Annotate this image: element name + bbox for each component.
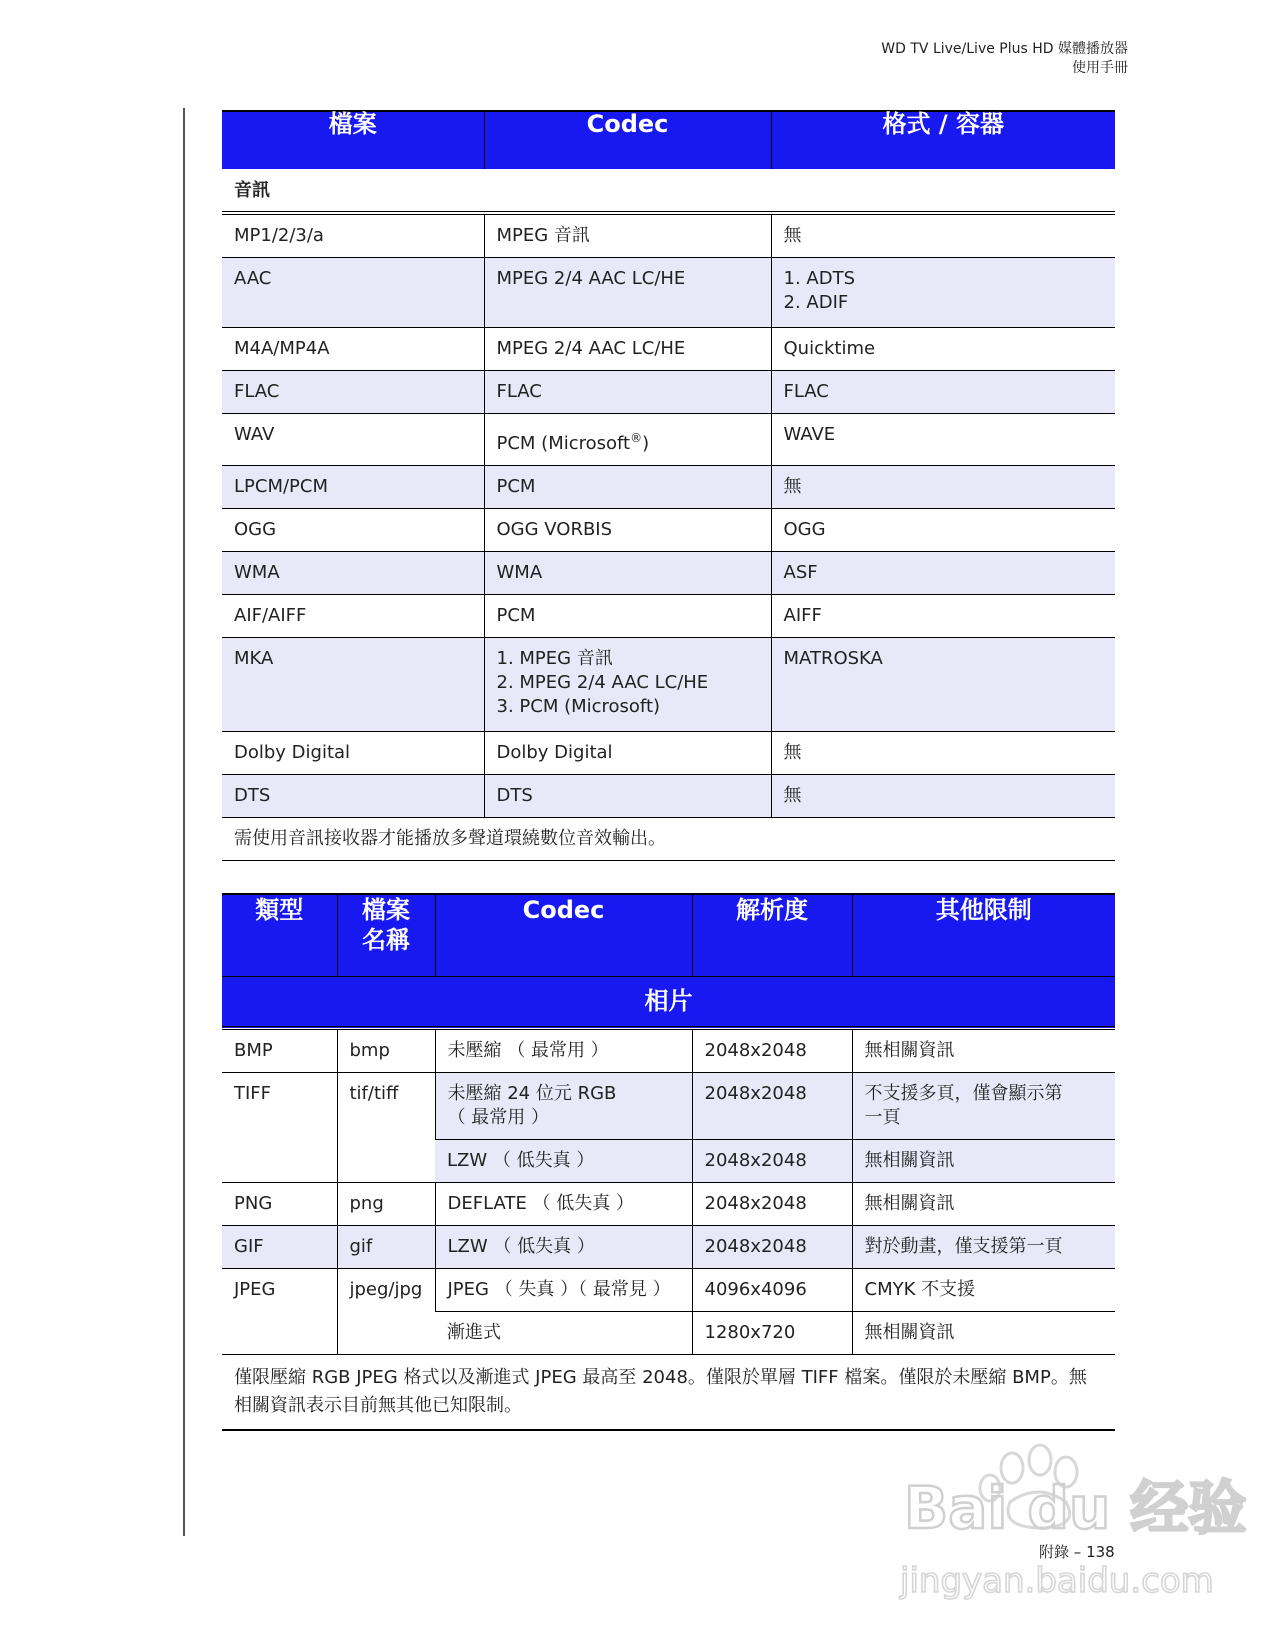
cell-limit: 不支援多頁，僅會顯示第 一頁: [852, 1073, 1115, 1140]
table-row: [222, 552, 1115, 595]
column-header-format: 格式 / 容器: [771, 111, 1115, 169]
cell-codec: PCM: [484, 466, 771, 509]
cell-extension: bmp: [337, 1028, 435, 1073]
cell-format: 無: [771, 213, 1115, 258]
cell-codec: LZW （ 低失真 ）: [435, 1140, 692, 1183]
photo-header-row: [222, 894, 1115, 976]
table-row: [222, 638, 1115, 732]
left-margin-rule: [183, 108, 185, 1536]
cell-codec: 未壓縮 24 位元 RGB （ 最常用 ）: [435, 1073, 692, 1140]
table-row: [222, 213, 1115, 258]
cell-file: WMA: [222, 552, 484, 595]
cell-codec: Dolby Digital: [484, 732, 771, 775]
cell-codec: 未壓縮 （ 最常用 ）: [435, 1028, 692, 1073]
column-header-type: 類型: [222, 894, 337, 976]
cell-codec: PCM (Microsoft®): [484, 414, 771, 466]
cell-resolution: 2048x2048: [692, 1183, 852, 1226]
photo-format-table: [222, 893, 1115, 1431]
audio-section-row: [222, 169, 1115, 213]
audio-format-table: [222, 110, 1115, 861]
cell-limit: CMYK 不支援: [852, 1269, 1115, 1312]
table-row: [222, 509, 1115, 552]
cell-type: BMP: [222, 1028, 337, 1073]
column-header-file: 檔案: [222, 111, 484, 169]
cell-format: MATROSKA: [771, 638, 1115, 732]
cell-codec: MPEG 2/4 AAC LC/HE: [484, 258, 771, 328]
column-header-limits: 其他限制: [852, 894, 1115, 976]
photo-note-row: [222, 1355, 1115, 1431]
table-row: [222, 1269, 1115, 1312]
watermark-brand: Bai du 经验: [904, 1474, 1247, 1542]
cell-codec: 1. MPEG 音訊 2. MPEG 2/4 AAC LC/HE 3. PCM (Microsoft): [484, 638, 771, 732]
cell-codec: 漸進式: [435, 1312, 692, 1355]
cell-file: MP1/2/3/a: [222, 213, 484, 258]
cell-resolution: 2048x2048: [692, 1226, 852, 1269]
cell-format: WAVE: [771, 414, 1115, 466]
table-row: [222, 414, 1115, 466]
cell-file: WAV: [222, 414, 484, 466]
footer-separator: –: [1073, 1543, 1082, 1561]
cell-format: 無: [771, 775, 1115, 818]
photo-note: 僅限壓縮 RGB JPEG 格式以及漸進式 JPEG 最高至 2048。僅限於單層 TIFF 檔案。僅限於未壓縮 BMP。無相關資訊表示目前無其他已知限制。: [222, 1355, 1115, 1431]
cell-format: 無: [771, 732, 1115, 775]
cell-type: PNG: [222, 1183, 337, 1226]
cell-format: FLAC: [771, 371, 1115, 414]
cell-file: AAC: [222, 258, 484, 328]
cell-limit: 對於動畫，僅支援第一頁: [852, 1226, 1115, 1269]
footer-section: 附錄: [1039, 1543, 1070, 1561]
cell-codec: LZW （ 低失真 ）: [435, 1226, 692, 1269]
column-header-filename: 檔案 名稱: [337, 894, 435, 976]
audio-note-row: [222, 818, 1115, 861]
header-manual-label: 使用手冊: [1072, 60, 1128, 76]
table-row: [222, 371, 1115, 414]
cell-codec: WMA: [484, 552, 771, 595]
cell-extension: tif/tiff: [337, 1073, 435, 1183]
cell-file: FLAC: [222, 371, 484, 414]
cell-resolution: 1280x720: [692, 1312, 852, 1355]
cell-limit: 無相關資訊: [852, 1140, 1115, 1183]
table-row: [222, 1028, 1115, 1073]
cell-extension: gif: [337, 1226, 435, 1269]
cell-extension: jpeg/jpg: [337, 1269, 435, 1355]
cell-type: GIF: [222, 1226, 337, 1269]
table-row: [222, 1183, 1115, 1226]
photo-table-body: [222, 1028, 1115, 1355]
baidu-jingyan-watermark: [900, 1432, 1247, 1602]
audio-header-row: [222, 111, 1115, 169]
photo-banner-row: [222, 976, 1115, 1028]
cell-file: M4A/MP4A: [222, 328, 484, 371]
cell-codec: OGG VORBIS: [484, 509, 771, 552]
cell-codec: MPEG 2/4 AAC LC/HE: [484, 328, 771, 371]
column-header-codec: Codec: [435, 894, 692, 976]
cell-format: 無: [771, 466, 1115, 509]
cell-type: JPEG: [222, 1269, 337, 1355]
table-row: [222, 1226, 1115, 1269]
cell-codec: FLAC: [484, 371, 771, 414]
cell-codec: DEFLATE （ 低失真 ）: [435, 1183, 692, 1226]
photo-section-banner: 相片: [222, 976, 1115, 1028]
audio-note: 需使用音訊接收器才能播放多聲道環繞數位音效輸出。: [222, 818, 1115, 861]
cell-limit: 無相關資訊: [852, 1028, 1115, 1073]
watermark-url: jingyan.baidu.com: [900, 1561, 1214, 1601]
column-header-codec: Codec: [484, 111, 771, 169]
column-header-resolution: 解析度: [692, 894, 852, 976]
cell-format: OGG: [771, 509, 1115, 552]
cell-file: Dolby Digital: [222, 732, 484, 775]
cell-format: Quicktime: [771, 328, 1115, 371]
cell-file: LPCM/PCM: [222, 466, 484, 509]
cell-resolution: 2048x2048: [692, 1073, 852, 1140]
cell-resolution: 2048x2048: [692, 1140, 852, 1183]
table-row: [222, 732, 1115, 775]
table-row: [222, 328, 1115, 371]
cell-resolution: 2048x2048: [692, 1028, 852, 1073]
cell-file: DTS: [222, 775, 484, 818]
cell-extension: png: [337, 1183, 435, 1226]
cell-limit: 無相關資訊: [852, 1183, 1115, 1226]
table-row: [222, 595, 1115, 638]
header-product-title: WD TV Live/Live Plus HD 媒體播放器: [881, 41, 1128, 57]
page-header: [881, 40, 1128, 78]
cell-codec: PCM: [484, 595, 771, 638]
cell-codec: MPEG 音訊: [484, 213, 771, 258]
page-number: 138: [1086, 1543, 1115, 1561]
cell-codec: DTS: [484, 775, 771, 818]
table-row: [222, 775, 1115, 818]
cell-file: OGG: [222, 509, 484, 552]
cell-resolution: 4096x4096: [692, 1269, 852, 1312]
cell-file: MKA: [222, 638, 484, 732]
cell-file: AIF/AIFF: [222, 595, 484, 638]
table-row: [222, 1073, 1115, 1140]
table-row: [222, 466, 1115, 509]
cell-limit: 無相關資訊: [852, 1312, 1115, 1355]
table-row: [222, 258, 1115, 328]
cell-format: 1. ADTS 2. ADIF: [771, 258, 1115, 328]
cell-type: TIFF: [222, 1073, 337, 1183]
audio-section-label: 音訊: [222, 169, 1115, 213]
cell-codec: JPEG （ 失真 ）（ 最常見 ）: [435, 1269, 692, 1312]
cell-format: ASF: [771, 552, 1115, 595]
audio-table-body: [222, 213, 1115, 818]
cell-format: AIFF: [771, 595, 1115, 638]
